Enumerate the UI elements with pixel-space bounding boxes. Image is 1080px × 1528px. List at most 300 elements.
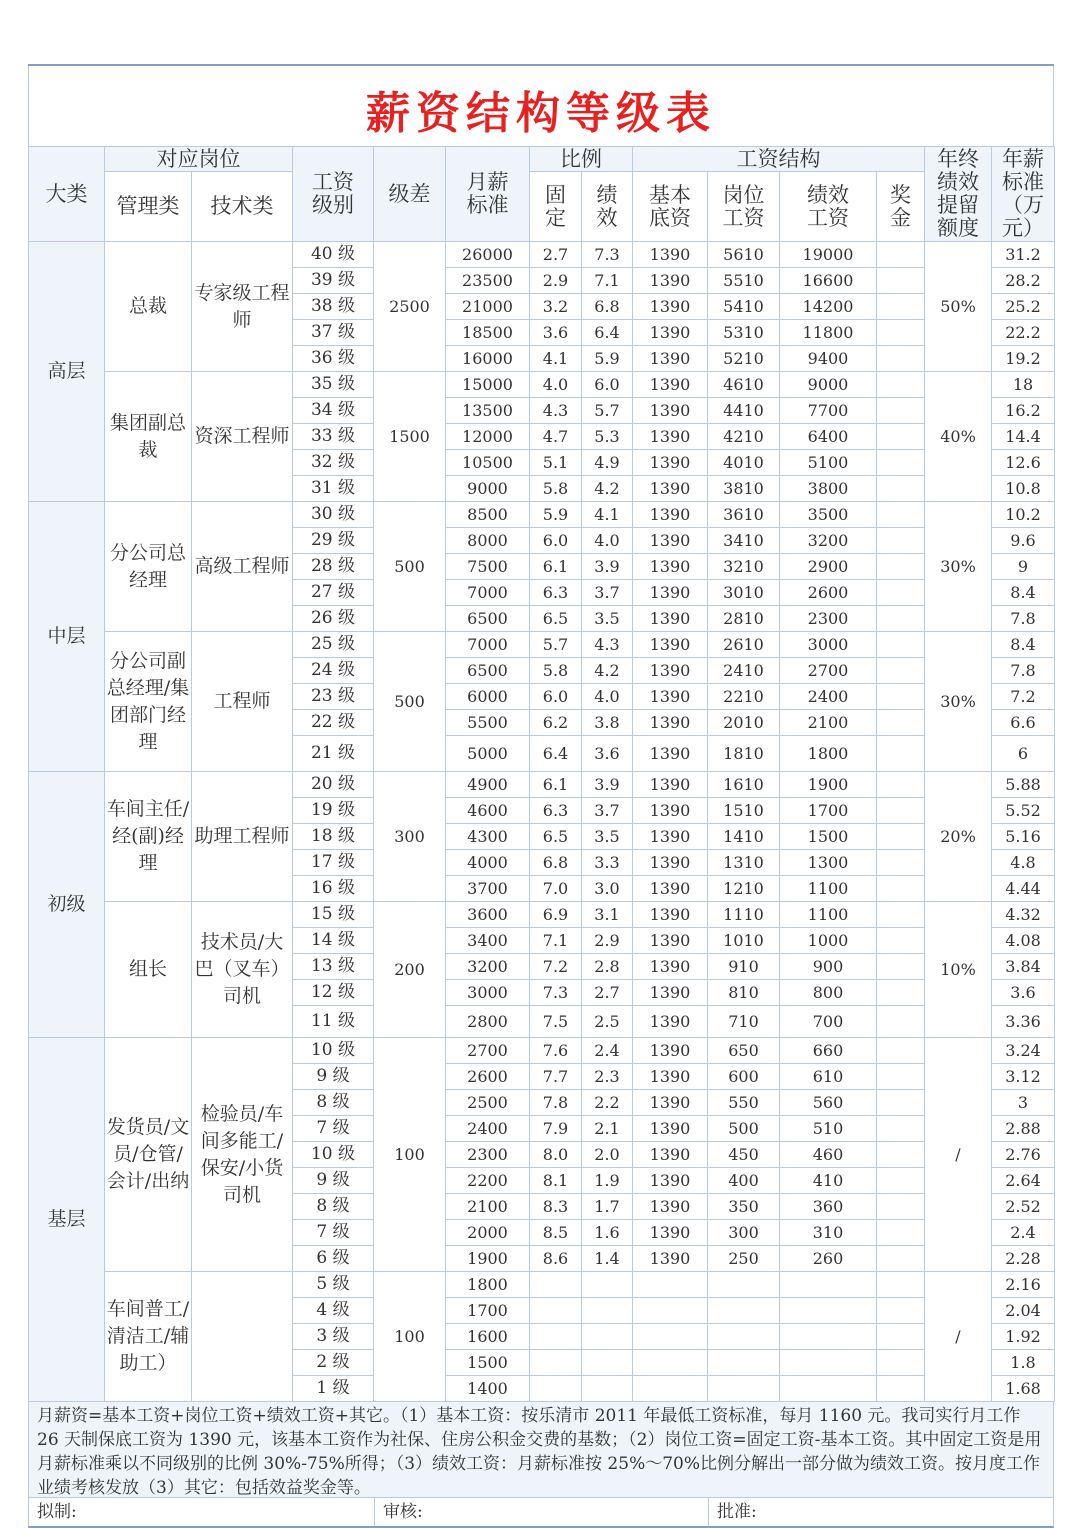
post-pay-cell: 1010	[708, 928, 780, 954]
base-pay-cell: 1390	[633, 346, 708, 372]
level-cell: 38 级	[293, 294, 374, 320]
perf-ratio-cell: 3.1	[582, 902, 633, 928]
fixed-ratio-cell: 5.8	[530, 658, 582, 684]
fixed-ratio-cell: 5.9	[530, 502, 582, 528]
base-pay-cell: 1390	[633, 710, 708, 736]
perf-ratio-cell: 4.1	[582, 502, 633, 528]
perf-ratio-cell	[582, 1298, 633, 1324]
annual-cell: 18	[992, 372, 1055, 398]
category-cell: 初级	[29, 772, 105, 1038]
perf-ratio-cell: 2.7	[582, 980, 633, 1006]
fixed-ratio-cell: 6.9	[530, 902, 582, 928]
perf-ratio-cell: 2.3	[582, 1064, 633, 1090]
annual-cell: 7.8	[992, 658, 1055, 684]
fixed-ratio-cell: 5.7	[530, 632, 582, 658]
fixed-ratio-cell: 6.0	[530, 528, 582, 554]
mgmt-position-cell: 组长	[105, 902, 192, 1038]
perf-pay-cell: 800	[780, 980, 877, 1006]
annual-cell: 2.4	[992, 1220, 1055, 1246]
salary-table	[28, 146, 1055, 1402]
level-cell: 10 级	[293, 1142, 374, 1168]
base-pay-cell: 1390	[633, 632, 708, 658]
annual-cell: 1.92	[992, 1324, 1055, 1350]
bonus-cell	[877, 476, 925, 502]
post-pay-cell: 4410	[708, 398, 780, 424]
perf-ratio-cell: 3.7	[582, 580, 633, 606]
annual-cell: 4.8	[992, 850, 1055, 876]
bonus-cell	[877, 1350, 925, 1376]
monthly-cell: 7000	[446, 632, 530, 658]
post-pay-cell: 300	[708, 1220, 780, 1246]
post-pay-cell: 4210	[708, 424, 780, 450]
post-pay-cell: 1410	[708, 824, 780, 850]
perf-pay-cell: 510	[780, 1116, 877, 1142]
bonus-cell	[877, 954, 925, 980]
base-pay-cell: 1390	[633, 1194, 708, 1220]
level-cell: 11 级	[293, 1006, 374, 1038]
level-diff-cell: 100	[374, 1272, 446, 1402]
post-pay-cell: 2010	[708, 710, 780, 736]
bonus-cell	[877, 736, 925, 772]
perf-ratio-cell: 3.9	[582, 554, 633, 580]
perf-pay-cell: 9000	[780, 372, 877, 398]
post-pay-cell: 2810	[708, 606, 780, 632]
monthly-cell: 2700	[446, 1038, 530, 1064]
level-cell: 27 级	[293, 580, 374, 606]
level-cell: 33 级	[293, 424, 374, 450]
annual-cell: 2.52	[992, 1194, 1055, 1220]
monthly-cell: 8500	[446, 502, 530, 528]
annual-cell: 9.6	[992, 528, 1055, 554]
base-pay-cell: 1390	[633, 954, 708, 980]
monthly-cell: 13500	[446, 398, 530, 424]
monthly-cell: 5000	[446, 736, 530, 772]
perf-pay-cell: 2700	[780, 658, 877, 684]
perf-pay-cell: 1000	[780, 928, 877, 954]
base-pay-cell: 1390	[633, 320, 708, 346]
fixed-ratio-cell: 6.0	[530, 684, 582, 710]
annual-cell: 7.8	[992, 606, 1055, 632]
header-fixed: 固 定	[530, 172, 582, 242]
post-pay-cell: 5510	[708, 268, 780, 294]
tech-position-cell: 工程师	[192, 632, 293, 772]
bonus-cell	[877, 824, 925, 850]
fixed-ratio-cell: 7.5	[530, 1006, 582, 1038]
salary-sheet	[28, 64, 1054, 1528]
post-pay-cell: 500	[708, 1116, 780, 1142]
perf-pay-cell: 260	[780, 1246, 877, 1272]
header-mgmt: 管理类	[105, 172, 192, 242]
base-pay-cell	[633, 1324, 708, 1350]
base-pay-cell: 1390	[633, 798, 708, 824]
level-cell: 12 级	[293, 980, 374, 1006]
annual-cell: 2.16	[992, 1272, 1055, 1298]
bonus-cell	[877, 1376, 925, 1402]
perf-ratio-cell: 3.5	[582, 824, 633, 850]
tech-position-cell	[192, 1272, 293, 1402]
monthly-cell: 2600	[446, 1064, 530, 1090]
level-diff-cell: 1500	[374, 372, 446, 502]
base-pay-cell: 1390	[633, 772, 708, 798]
header-bonus: 奖 金	[877, 172, 925, 242]
monthly-cell: 18500	[446, 320, 530, 346]
category-cell: 基层	[29, 1038, 105, 1402]
bonus-cell	[877, 772, 925, 798]
monthly-cell: 3600	[446, 902, 530, 928]
monthly-cell: 7500	[446, 554, 530, 580]
annual-cell: 3.24	[992, 1038, 1055, 1064]
perf-ratio-cell: 4.3	[582, 632, 633, 658]
base-pay-cell: 1390	[633, 294, 708, 320]
table-row	[29, 772, 1055, 798]
post-pay-cell: 1510	[708, 798, 780, 824]
fixed-ratio-cell: 7.1	[530, 928, 582, 954]
annual-cell: 5.88	[992, 772, 1055, 798]
post-pay-cell: 1210	[708, 876, 780, 902]
base-pay-cell: 1390	[633, 528, 708, 554]
header-retain: 年终 绩效 提留 额度	[925, 147, 992, 242]
fixed-ratio-cell: 6.3	[530, 580, 582, 606]
fixed-ratio-cell: 6.3	[530, 798, 582, 824]
base-pay-cell: 1390	[633, 398, 708, 424]
fixed-ratio-cell: 8.5	[530, 1220, 582, 1246]
tech-position-cell: 技术员/大巴（叉车）司机	[192, 902, 293, 1038]
perf-pay-cell: 360	[780, 1194, 877, 1220]
level-cell: 5 级	[293, 1272, 374, 1298]
perf-ratio-cell	[582, 1376, 633, 1402]
bonus-cell	[877, 902, 925, 928]
perf-pay-cell	[780, 1324, 877, 1350]
fixed-ratio-cell: 3.2	[530, 294, 582, 320]
header-perf: 绩 效	[582, 172, 633, 242]
header-post: 岗位 工资	[708, 172, 780, 242]
monthly-cell: 3000	[446, 980, 530, 1006]
fixed-ratio-cell: 7.0	[530, 876, 582, 902]
bonus-cell	[877, 980, 925, 1006]
post-pay-cell: 250	[708, 1246, 780, 1272]
post-pay-cell	[708, 1350, 780, 1376]
post-pay-cell: 1110	[708, 902, 780, 928]
perf-pay-cell: 2300	[780, 606, 877, 632]
bonus-cell	[877, 1116, 925, 1142]
perf-pay-cell: 460	[780, 1142, 877, 1168]
base-pay-cell: 1390	[633, 902, 708, 928]
perf-pay-cell: 2400	[780, 684, 877, 710]
post-pay-cell: 3810	[708, 476, 780, 502]
header-perf-pay: 绩效 工资	[780, 172, 877, 242]
bonus-cell	[877, 1246, 925, 1272]
mgmt-position-cell: 分公司副总经理/集团部门经理	[105, 632, 192, 772]
annual-cell: 1.68	[992, 1376, 1055, 1402]
level-cell: 9 级	[293, 1064, 374, 1090]
bonus-cell	[877, 876, 925, 902]
annual-cell: 14.4	[992, 424, 1055, 450]
mgmt-position-cell: 车间主任/经(副)经理	[105, 772, 192, 902]
post-pay-cell: 810	[708, 980, 780, 1006]
annual-cell: 3.84	[992, 954, 1055, 980]
bonus-cell	[877, 268, 925, 294]
annual-cell: 3.36	[992, 1006, 1055, 1038]
level-cell: 34 级	[293, 398, 374, 424]
annual-cell: 8.4	[992, 632, 1055, 658]
fixed-ratio-cell: 2.9	[530, 268, 582, 294]
base-pay-cell: 1390	[633, 242, 708, 268]
monthly-cell: 16000	[446, 346, 530, 372]
perf-pay-cell: 660	[780, 1038, 877, 1064]
level-cell: 24 级	[293, 658, 374, 684]
monthly-cell: 21000	[446, 294, 530, 320]
table-row	[29, 372, 1055, 398]
bonus-cell	[877, 850, 925, 876]
perf-ratio-cell: 3.6	[582, 736, 633, 772]
bonus-cell	[877, 580, 925, 606]
perf-pay-cell: 14200	[780, 294, 877, 320]
bonus-cell	[877, 398, 925, 424]
mgmt-position-cell: 分公司总经理	[105, 502, 192, 632]
annual-cell: 3	[992, 1090, 1055, 1116]
post-pay-cell: 550	[708, 1090, 780, 1116]
post-pay-cell: 5310	[708, 320, 780, 346]
annual-cell: 28.2	[992, 268, 1055, 294]
perf-ratio-cell: 2.4	[582, 1038, 633, 1064]
annual-cell: 2.28	[992, 1246, 1055, 1272]
bonus-cell	[877, 294, 925, 320]
bonus-cell	[877, 1324, 925, 1350]
perf-pay-cell: 410	[780, 1168, 877, 1194]
perf-ratio-cell: 4.9	[582, 450, 633, 476]
level-diff-cell: 300	[374, 772, 446, 902]
post-pay-cell	[708, 1376, 780, 1402]
base-pay-cell: 1390	[633, 850, 708, 876]
level-cell: 31 级	[293, 476, 374, 502]
monthly-cell: 1500	[446, 1350, 530, 1376]
mgmt-position-cell: 发货员/文员/仓管/会计/出纳	[105, 1038, 192, 1272]
bonus-cell	[877, 424, 925, 450]
header-level: 工资 级别	[293, 147, 374, 242]
perf-ratio-cell: 6.0	[582, 372, 633, 398]
fixed-ratio-cell: 3.6	[530, 320, 582, 346]
post-pay-cell: 400	[708, 1168, 780, 1194]
post-pay-cell	[708, 1298, 780, 1324]
annual-cell: 9	[992, 554, 1055, 580]
level-diff-cell: 500	[374, 632, 446, 772]
level-cell: 35 级	[293, 372, 374, 398]
retain-cell: 30%	[925, 502, 992, 632]
monthly-cell: 7000	[446, 580, 530, 606]
level-cell: 32 级	[293, 450, 374, 476]
bonus-cell	[877, 528, 925, 554]
perf-ratio-cell: 4.2	[582, 658, 633, 684]
perf-pay-cell: 1900	[780, 772, 877, 798]
annual-cell: 3.12	[992, 1064, 1055, 1090]
post-pay-cell	[708, 1272, 780, 1298]
perf-pay-cell: 19000	[780, 242, 877, 268]
level-cell: 7 级	[293, 1116, 374, 1142]
post-pay-cell: 450	[708, 1142, 780, 1168]
post-pay-cell: 5610	[708, 242, 780, 268]
fixed-ratio-cell: 6.8	[530, 850, 582, 876]
monthly-cell: 26000	[446, 242, 530, 268]
annual-cell: 2.88	[992, 1116, 1055, 1142]
annual-cell: 4.08	[992, 928, 1055, 954]
base-pay-cell	[633, 1298, 708, 1324]
monthly-cell: 1900	[446, 1246, 530, 1272]
base-pay-cell: 1390	[633, 1090, 708, 1116]
fixed-ratio-cell: 7.2	[530, 954, 582, 980]
monthly-cell: 2200	[446, 1168, 530, 1194]
perf-pay-cell	[780, 1272, 877, 1298]
annual-cell: 1.8	[992, 1350, 1055, 1376]
level-cell: 21 级	[293, 736, 374, 772]
monthly-cell: 12000	[446, 424, 530, 450]
post-pay-cell: 600	[708, 1064, 780, 1090]
header-annual: 年薪 标准 （万 元）	[992, 147, 1055, 242]
bonus-cell	[877, 1298, 925, 1324]
table-row	[29, 902, 1055, 928]
fixed-ratio-cell	[530, 1298, 582, 1324]
base-pay-cell: 1390	[633, 1006, 708, 1038]
annual-cell: 2.64	[992, 1168, 1055, 1194]
perf-ratio-cell	[582, 1324, 633, 1350]
monthly-cell: 5500	[446, 710, 530, 736]
monthly-cell: 10500	[446, 450, 530, 476]
perf-ratio-cell: 1.7	[582, 1194, 633, 1220]
fixed-ratio-cell: 7.8	[530, 1090, 582, 1116]
level-cell: 19 级	[293, 798, 374, 824]
level-cell: 4 级	[293, 1298, 374, 1324]
perf-pay-cell: 2100	[780, 710, 877, 736]
level-cell: 7 级	[293, 1220, 374, 1246]
monthly-cell: 23500	[446, 268, 530, 294]
base-pay-cell: 1390	[633, 424, 708, 450]
post-pay-cell: 3210	[708, 554, 780, 580]
perf-pay-cell: 3000	[780, 632, 877, 658]
monthly-cell: 2300	[446, 1142, 530, 1168]
perf-pay-cell: 1300	[780, 850, 877, 876]
level-cell: 39 级	[293, 268, 374, 294]
bonus-cell	[877, 1090, 925, 1116]
level-cell: 15 级	[293, 902, 374, 928]
perf-ratio-cell: 7.3	[582, 242, 633, 268]
header-diff: 级差	[374, 147, 446, 242]
tech-position-cell: 高级工程师	[192, 502, 293, 632]
perf-pay-cell: 9400	[780, 346, 877, 372]
level-cell: 37 级	[293, 320, 374, 346]
fixed-ratio-cell: 4.3	[530, 398, 582, 424]
monthly-cell: 8000	[446, 528, 530, 554]
perf-pay-cell	[780, 1376, 877, 1402]
bonus-cell	[877, 710, 925, 736]
level-diff-cell: 500	[374, 502, 446, 632]
retain-cell: 50%	[925, 242, 992, 372]
perf-pay-cell	[780, 1350, 877, 1376]
monthly-cell: 6500	[446, 658, 530, 684]
bonus-cell	[877, 798, 925, 824]
base-pay-cell: 1390	[633, 268, 708, 294]
perf-pay-cell: 3200	[780, 528, 877, 554]
level-cell: 10 级	[293, 1038, 374, 1064]
monthly-cell: 15000	[446, 372, 530, 398]
level-diff-cell: 2500	[374, 242, 446, 372]
base-pay-cell: 1390	[633, 684, 708, 710]
perf-ratio-cell: 2.9	[582, 928, 633, 954]
level-diff-cell: 200	[374, 902, 446, 1038]
fixed-ratio-cell: 6.1	[530, 772, 582, 798]
bonus-cell	[877, 606, 925, 632]
fixed-ratio-cell	[530, 1324, 582, 1350]
header-ratio: 比例	[530, 147, 633, 172]
post-pay-cell: 1610	[708, 772, 780, 798]
page-title: 薪资结构等级表	[28, 66, 1054, 146]
post-pay-cell: 5210	[708, 346, 780, 372]
monthly-cell: 1700	[446, 1298, 530, 1324]
retain-cell: 20%	[925, 772, 992, 902]
header-category: 大类	[29, 147, 105, 242]
base-pay-cell	[633, 1350, 708, 1376]
level-cell: 23 级	[293, 684, 374, 710]
monthly-cell: 3200	[446, 954, 530, 980]
monthly-cell: 4000	[446, 850, 530, 876]
monthly-cell: 6000	[446, 684, 530, 710]
bonus-cell	[877, 928, 925, 954]
perf-pay-cell: 1800	[780, 736, 877, 772]
monthly-cell: 2400	[446, 1116, 530, 1142]
fixed-ratio-cell: 5.8	[530, 476, 582, 502]
header-tech: 技术类	[192, 172, 293, 242]
perf-ratio-cell: 3.8	[582, 710, 633, 736]
bonus-cell	[877, 684, 925, 710]
post-pay-cell: 2410	[708, 658, 780, 684]
perf-pay-cell: 1100	[780, 876, 877, 902]
base-pay-cell: 1390	[633, 1142, 708, 1168]
monthly-cell: 1600	[446, 1324, 530, 1350]
mgmt-position-cell: 车间普工/清洁工/辅助工）	[105, 1272, 192, 1402]
post-pay-cell: 350	[708, 1194, 780, 1220]
base-pay-cell: 1390	[633, 658, 708, 684]
annual-cell: 6	[992, 736, 1055, 772]
base-pay-cell: 1390	[633, 736, 708, 772]
annual-cell: 10.2	[992, 502, 1055, 528]
perf-ratio-cell: 2.0	[582, 1142, 633, 1168]
perf-pay-cell: 2600	[780, 580, 877, 606]
base-pay-cell: 1390	[633, 1168, 708, 1194]
post-pay-cell: 2610	[708, 632, 780, 658]
level-cell: 2 级	[293, 1350, 374, 1376]
table-row	[29, 632, 1055, 658]
bonus-cell	[877, 554, 925, 580]
header-base: 基本 底资	[633, 172, 708, 242]
mgmt-position-cell: 集团副总裁	[105, 372, 192, 502]
header-position: 对应岗位	[105, 147, 293, 172]
perf-pay-cell: 5100	[780, 450, 877, 476]
category-cell: 高层	[29, 242, 105, 502]
bonus-cell	[877, 658, 925, 684]
bonus-cell	[877, 242, 925, 268]
perf-pay-cell	[780, 1298, 877, 1324]
perf-pay-cell: 7700	[780, 398, 877, 424]
bonus-cell	[877, 502, 925, 528]
annual-cell: 10.8	[992, 476, 1055, 502]
perf-ratio-cell: 3.5	[582, 606, 633, 632]
monthly-cell: 3400	[446, 928, 530, 954]
post-pay-cell: 5410	[708, 294, 780, 320]
review-label: 审核:	[375, 1498, 709, 1526]
retain-cell: 30%	[925, 632, 992, 772]
tech-position-cell: 资深工程师	[192, 372, 293, 502]
fixed-ratio-cell	[530, 1272, 582, 1298]
base-pay-cell: 1390	[633, 876, 708, 902]
post-pay-cell: 2210	[708, 684, 780, 710]
